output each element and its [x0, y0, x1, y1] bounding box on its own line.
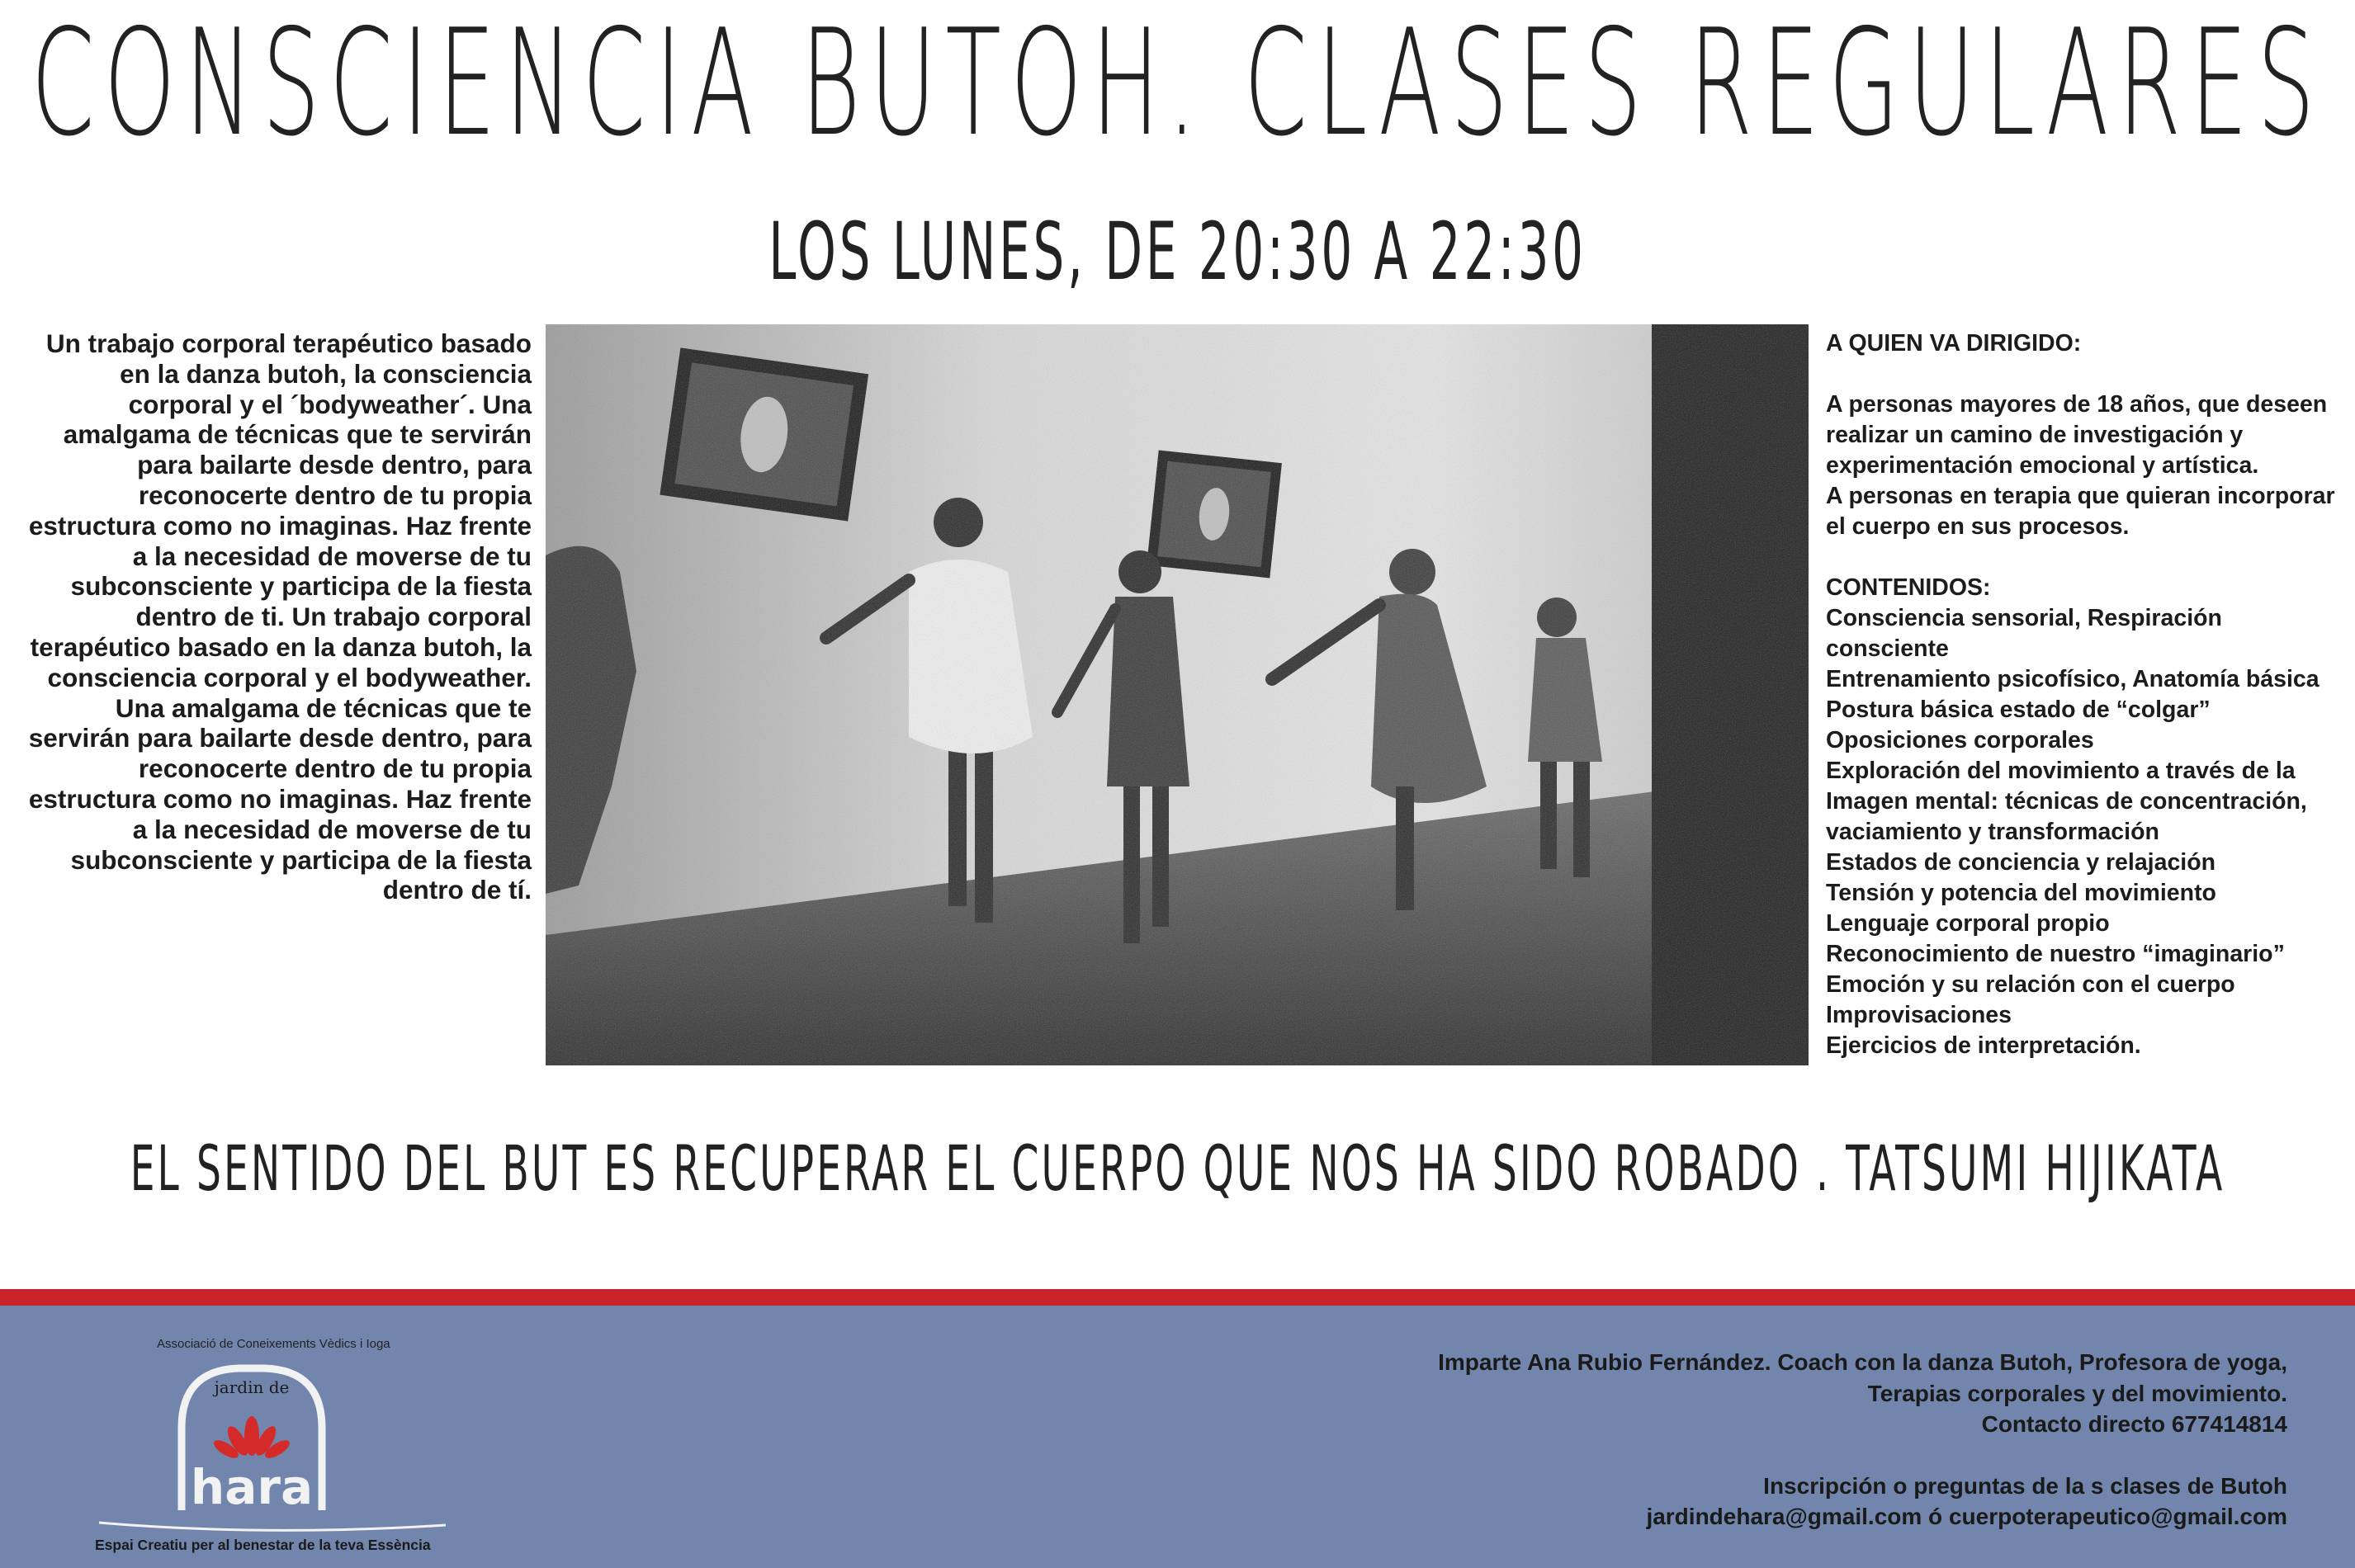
contents-item: vaciamiento y transformación — [1826, 819, 2159, 845]
contents-item: Exploración del movimiento a través de la — [1826, 758, 2296, 784]
contents-item: Imagen mental: técnicas de concentración, — [1826, 788, 2307, 815]
contact-line: Terapias corporales y del movimiento. — [1867, 1380, 2287, 1406]
contents-item: Lenguaje corporal propio — [1826, 910, 2110, 937]
jardin-de-hara-logo — [99, 1353, 446, 1543]
contact-emails: jardindehara@gmail.com ó cuerpoterapeutico@gmail.com — [1646, 1504, 2287, 1529]
inscription-line: Inscripción o preguntas de la s clases de Butoh — [1763, 1472, 2287, 1499]
audience-text-1: A personas mayores de 18 años, que deseen realizar un camino de investigación y experimentación emocional y artística. — [1826, 391, 2328, 479]
logo-text-top: jardin de — [214, 1377, 290, 1397]
contents-item: Consciencia sensorial, Respiración consciente — [1826, 605, 2222, 662]
contents-item: Oposiciones corporales — [1826, 727, 2094, 753]
contact-phone: Contacto directo 677414814 — [1981, 1411, 2287, 1437]
contents-item: Emoción y su relación con el cuerpo — [1826, 971, 2235, 998]
dance-photo — [546, 324, 1809, 1065]
audience-heading: A QUIEN VA DIRIGIDO: — [1826, 330, 2082, 357]
contents-item: Estados de conciencia y relajación — [1826, 849, 2216, 876]
audience-text-2: A personas en terapia que quieran incorporar el cuerpo en sus procesos. — [1826, 483, 2335, 540]
description-text: Un trabajo corporal terapéutico basado en la danza butoh, la consciencia corporal y el ´bodyweather´. Una amalgama de técnicas que te servirán para bailarte desde dentro, para reconocerte dentro de tu propia estructura como no imaginas. Haz frente a la necesidad de moverse de tu subconsciente y participa de la fiesta dentro de ti. Un trabajo corporal terapéutico basado en la danza butoh, la consciencia corporal y el bodyweather. Una amalgama de técnicas que te servirán para bailarte desde dentro, para reconocerte dentro de tu propia estructura como no imaginas. Haz frente a la necesidad de moverse de tu subconsciente y participa de la fiesta dentro de tí. — [28, 328, 532, 905]
association-name: Associació de Coneixements Vèdics i Ioga — [157, 1337, 390, 1351]
red-divider — [0, 1289, 2355, 1306]
schedule-subtitle: LOS LUNES, DE 20:30 A 22:30 — [768, 205, 1587, 298]
contents-item: Improvisaciones — [1826, 1002, 2012, 1028]
contents-item: Entrenamiento psicofísico, Anatomía básica — [1826, 666, 2320, 692]
info-column — [1826, 328, 2346, 1061]
contents-item: Tensión y potencia del movimiento — [1826, 880, 2216, 906]
contact-block — [1132, 1347, 2287, 1533]
contents-item: Postura básica estado de “colgar” — [1826, 697, 2211, 723]
contents-item: Ejercicios de interpretación. — [1826, 1032, 2141, 1059]
logo-text-main: hara — [190, 1459, 314, 1515]
contents-heading: CONTENIDOS: — [1826, 574, 1991, 601]
tagline: Espai Creatiu per al benestar de la teva Essència — [95, 1537, 431, 1553]
hijikata-quote: EL SENTIDO DEL BUT ES RECUPERAR EL CUERPO QUE NOS HA SIDO ROBADO . TATSUMI HIJIKATA — [130, 1131, 2225, 1205]
contents-item: Reconocimiento de nuestro “imaginario” — [1826, 941, 2285, 967]
lotus-icon — [211, 1416, 292, 1462]
contact-line: Imparte Ana Rubio Fernández. Coach con la danza Butoh, Profesora de yoga, — [1438, 1349, 2287, 1375]
page-title: CONSCIENCIA BUTOH. CLASES REGULARES — [31, 0, 2324, 168]
